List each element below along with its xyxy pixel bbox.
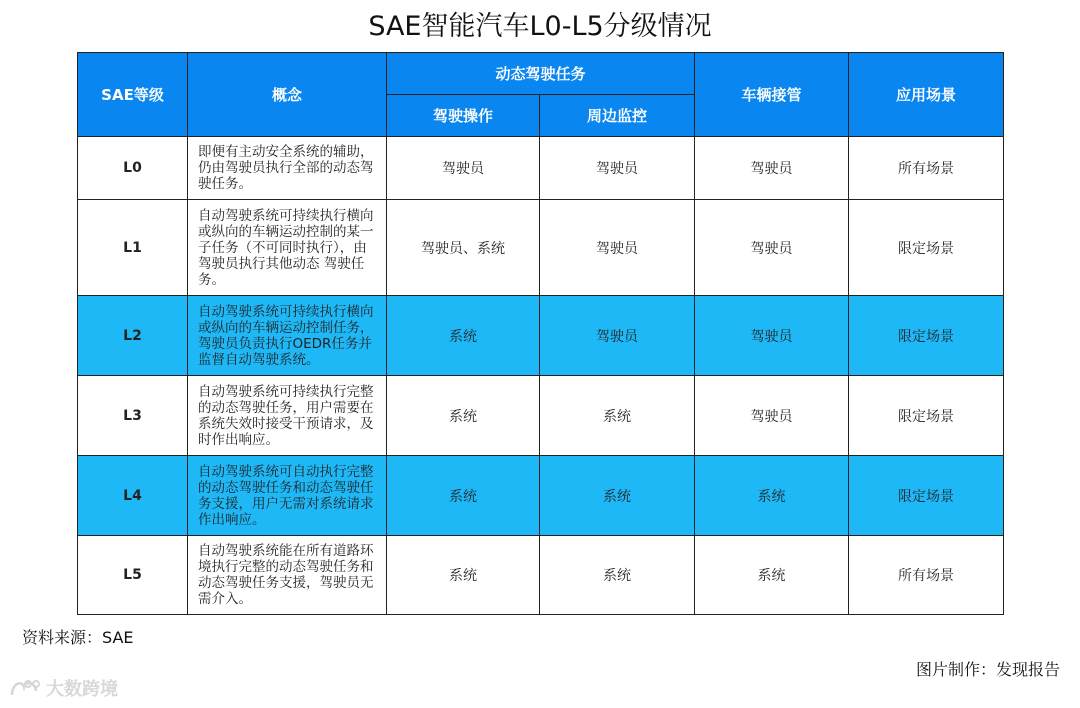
table-row bbox=[78, 376, 1004, 456]
cell-scenario: 限定场景 bbox=[849, 456, 1004, 536]
cell-scenario: 所有场景 bbox=[849, 536, 1004, 615]
source-note: 资料来源：SAE bbox=[22, 628, 134, 647]
cell-concept: 自动驾驶系统可持续执行横向或纵向的车辆运动控制的某一子任务（不可同时执行），由驾驶员执行其他动态 驾驶任务。 bbox=[188, 200, 387, 296]
cell-level: L0 bbox=[78, 137, 188, 200]
watermark-logo-icon bbox=[8, 677, 42, 699]
cell-takeover: 驾驶员 bbox=[695, 376, 849, 456]
cell-operation: 系统 bbox=[387, 456, 540, 536]
cell-concept: 自动驾驶系统可持续执行横向或纵向的车辆运动控制任务，驾驶员负责执行OEDR任务并监督自动驾驶系统。 bbox=[188, 296, 387, 376]
header-concept: 概念 bbox=[188, 53, 387, 137]
cell-operation: 驾驶员、系统 bbox=[387, 200, 540, 296]
cell-scenario: 限定场景 bbox=[849, 296, 1004, 376]
cell-operation: 系统 bbox=[387, 376, 540, 456]
cell-takeover: 驾驶员 bbox=[695, 137, 849, 200]
header-dynamic-task: 动态驾驶任务 bbox=[387, 53, 695, 95]
cell-operation: 驾驶员 bbox=[387, 137, 540, 200]
cell-level: L3 bbox=[78, 376, 188, 456]
cell-takeover: 系统 bbox=[695, 456, 849, 536]
cell-monitoring: 系统 bbox=[540, 536, 695, 615]
cell-monitoring: 驾驶员 bbox=[540, 296, 695, 376]
table-row bbox=[78, 456, 1004, 536]
table-row bbox=[78, 296, 1004, 376]
cell-takeover: 驾驶员 bbox=[695, 200, 849, 296]
header-scenario: 应用场景 bbox=[849, 53, 1004, 137]
table-row bbox=[78, 536, 1004, 615]
cell-monitoring: 系统 bbox=[540, 456, 695, 536]
maker-credit: 图片制作：发现报告 bbox=[915, 660, 1060, 679]
cell-operation: 系统 bbox=[387, 296, 540, 376]
watermark bbox=[8, 673, 118, 703]
cell-scenario: 限定场景 bbox=[849, 376, 1004, 456]
cell-concept: 自动驾驶系统可持续执行完整的动态驾驶任务，用户需要在系统失效时接受干预请求，及时作出响应。 bbox=[188, 376, 387, 456]
header-vehicle-takeover: 车辆接管 bbox=[695, 53, 849, 137]
cell-monitoring: 驾驶员 bbox=[540, 200, 695, 296]
header-driving-operation: 驾驶操作 bbox=[387, 95, 540, 137]
cell-concept: 自动驾驶系统可自动执行完整的动态驾驶任务和动态驾驶任务支援，用户无需对系统请求作出响应。 bbox=[188, 456, 387, 536]
cell-monitoring: 系统 bbox=[540, 376, 695, 456]
table-row bbox=[78, 200, 1004, 296]
cell-monitoring: 驾驶员 bbox=[540, 137, 695, 200]
cell-concept: 即便有主动安全系统的辅助，仍由驾驶员执行全部的动态驾驶任务。 bbox=[188, 137, 387, 200]
table-row bbox=[78, 137, 1004, 200]
page-title: SAE智能汽车L0-L5分级情况 bbox=[368, 11, 712, 42]
cell-concept: 自动驾驶系统能在所有道路环境执行完整的动态驾驶任务和动态驾驶任务支援，驾驶员无需介入。 bbox=[188, 536, 387, 615]
cell-takeover: 驾驶员 bbox=[695, 296, 849, 376]
cell-level: L4 bbox=[78, 456, 188, 536]
cell-level: L5 bbox=[78, 536, 188, 615]
header-level: SAE等级 bbox=[78, 53, 188, 137]
cell-level: L2 bbox=[78, 296, 188, 376]
header-surrounding-monitoring: 周边监控 bbox=[540, 95, 695, 137]
cell-scenario: 限定场景 bbox=[849, 200, 1004, 296]
cell-takeover: 系统 bbox=[695, 536, 849, 615]
sae-level-table bbox=[77, 52, 1004, 615]
cell-level: L1 bbox=[78, 200, 188, 296]
watermark-text: 大数跨境 bbox=[46, 679, 118, 700]
cell-operation: 系统 bbox=[387, 536, 540, 615]
cell-scenario: 所有场景 bbox=[849, 137, 1004, 200]
